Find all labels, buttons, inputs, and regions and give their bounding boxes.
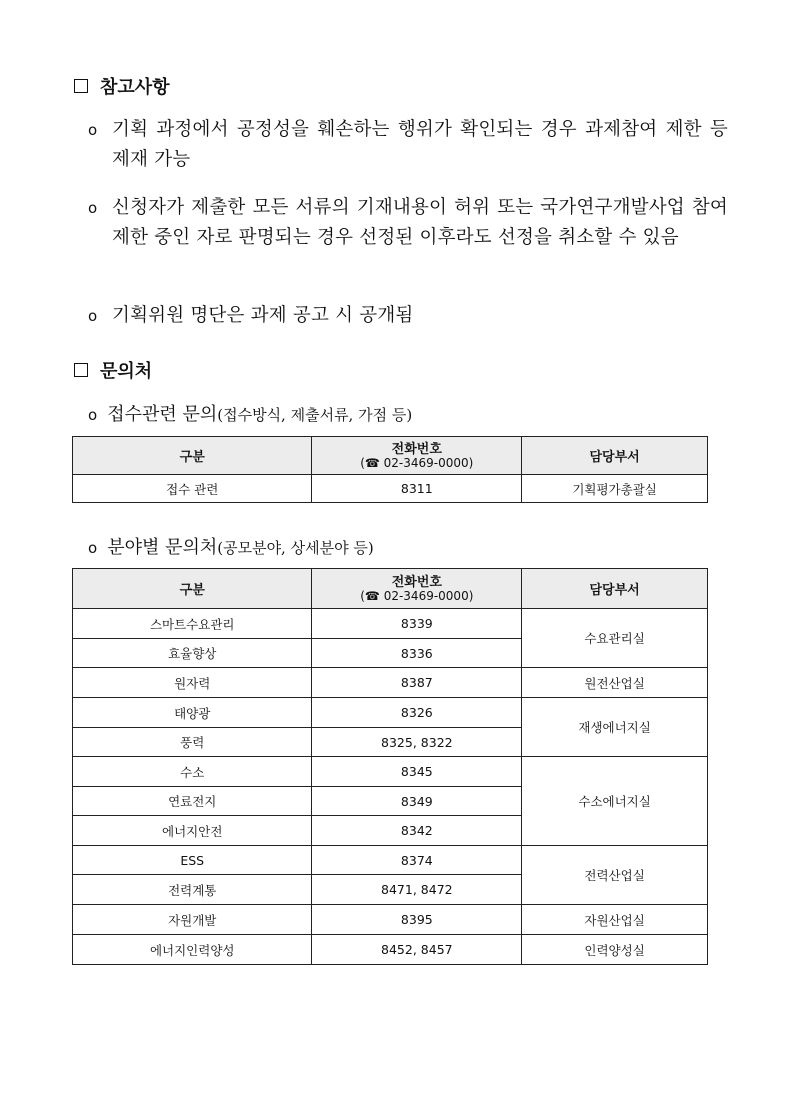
table-row: 에너지인력양성 8452, 8457 인력양성실 bbox=[73, 935, 708, 965]
table-header-row bbox=[73, 569, 708, 609]
bullet-icon: o bbox=[88, 307, 98, 325]
table-header-row bbox=[73, 437, 708, 475]
column-header-category: 구분 bbox=[73, 437, 312, 475]
column-header-dept: 담당부서 bbox=[522, 437, 708, 475]
table-row: 연료전지 8349 bbox=[73, 787, 708, 816]
dept-cell: 자원산업실 bbox=[522, 905, 708, 935]
checkbox-icon bbox=[74, 363, 88, 377]
reference-item-1: o 기획 과정에서 공정성을 훼손하는 행위가 확인되는 경우 과제참여 제한 등 제재 가능 bbox=[88, 115, 728, 175]
table-row: 풍력 8325, 8322 bbox=[73, 728, 708, 757]
bullet-icon: o bbox=[88, 539, 98, 557]
table-row: 자원개발 8395 자원산업실 bbox=[73, 905, 708, 935]
table-row: 스마트수요관리 8339 수요관리실 bbox=[73, 609, 708, 639]
table-row: 전력계통 8471, 8472 bbox=[73, 875, 708, 905]
phone-prefix: (☎ 02-3469-0000) bbox=[360, 588, 474, 603]
dept-cell: 전력산업실 bbox=[522, 846, 708, 905]
table-row: ESS 8374 전력산업실 bbox=[73, 846, 708, 875]
table-row: 효율향상 8336 bbox=[73, 639, 708, 668]
column-header-phone: 전화번호 (☎ 02-3469-0000) bbox=[312, 437, 522, 475]
table-row: 원자력 8387 원전산업실 bbox=[73, 668, 708, 698]
reception-heading: o 접수관련 문의(접수방식, 제출서류, 가점 등) bbox=[88, 404, 413, 425]
section-title-contact: 문의처 bbox=[74, 357, 152, 383]
table-row: 수소 8345 수소에너지실 bbox=[73, 757, 708, 787]
phone-prefix: (☎ 02-3469-0000) bbox=[360, 455, 474, 470]
field-heading: o 분야별 문의처(공모분야, 상세분야 등) bbox=[88, 537, 374, 558]
bullet-icon: o bbox=[88, 121, 98, 139]
section-title-reference: 참고사항 bbox=[74, 73, 170, 99]
reference-item-3: o 기획위원 명단은 과제 공고 시 공개됨 bbox=[88, 301, 728, 331]
dept-cell: 수요관리실 bbox=[522, 609, 708, 668]
dept-cell: 원전산업실 bbox=[522, 668, 708, 698]
checkbox-icon bbox=[74, 79, 88, 93]
bullet-icon: o bbox=[88, 199, 98, 217]
reference-item-2: o 신청자가 제출한 모든 서류의 기재내용이 허위 또는 국가연구개발사업 참여제한 중인 자로 판명되는 경우 선정된 이후라도 선정을 취소할 수 있음 bbox=[88, 193, 728, 253]
column-header-dept: 담당부서 bbox=[522, 569, 708, 609]
reception-table bbox=[72, 436, 708, 503]
column-header-phone: 전화번호 (☎ 02-3469-0000) bbox=[312, 569, 522, 609]
dept-cell: 수소에너지실 bbox=[522, 757, 708, 846]
dept-cell: 재생에너지실 bbox=[522, 698, 708, 757]
table-row: 접수 관련 8311 기획평가총괄실 bbox=[73, 475, 708, 503]
dept-cell: 인력양성실 bbox=[522, 935, 708, 965]
bullet-icon: o bbox=[88, 406, 98, 424]
table-row: 에너지안전 8342 bbox=[73, 816, 708, 846]
field-table bbox=[72, 568, 708, 965]
column-header-category: 구분 bbox=[73, 569, 312, 609]
table-row: 태양광 8326 재생에너지실 bbox=[73, 698, 708, 728]
